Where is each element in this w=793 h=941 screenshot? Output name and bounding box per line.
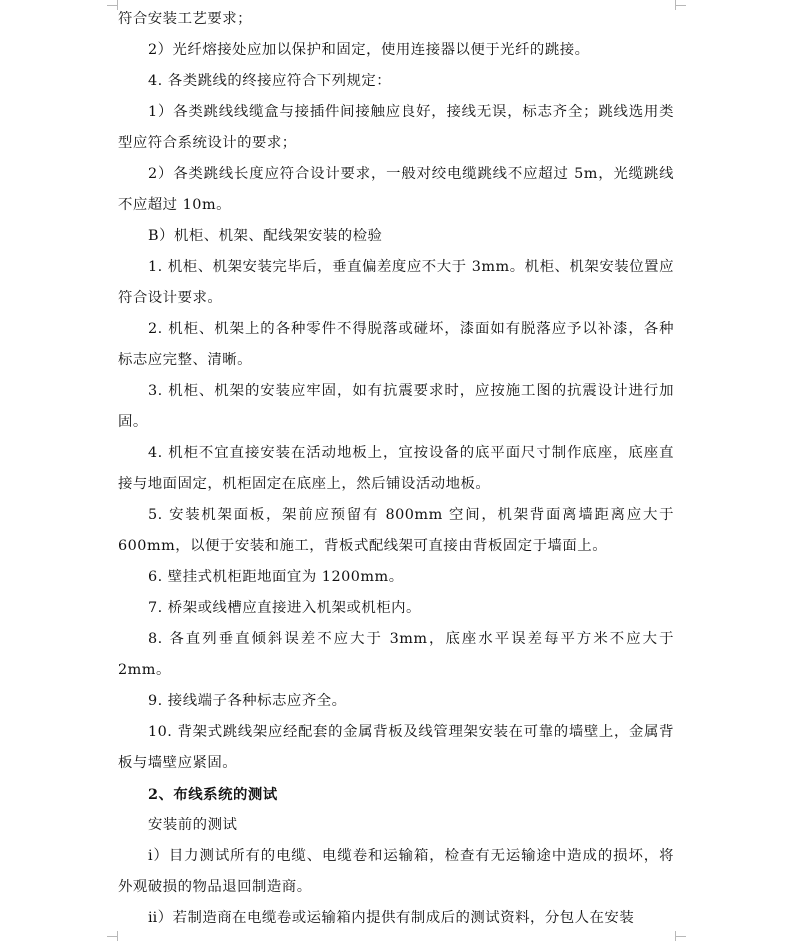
paragraph: 2）各类跳线长度应符合设计要求，一般对绞电缆跳线不应超过 5m，光缆跳线不应超过 10m。 <box>118 166 674 213</box>
paragraph: 2. 机柜、机架上的各种零件不得脱落或碰坏，漆面如有脱落应予以补漆，各种标志应完整、清晰。 <box>118 321 674 368</box>
section-subheading: 安装前的测试 <box>148 817 238 833</box>
paragraph: 符合安装工艺要求； <box>118 11 253 27</box>
paragraph: 5. 安装机架面板，架前应预留有 800mm 空间，机架背面离墙距离应大于600mm，以便于安装和施工，背板式配线架可直接由背板固定于墙面上。 <box>118 507 674 554</box>
paragraph: ⅰ）目力测试所有的电缆、电缆卷和运输箱，检查有无运输途中造成的损坏，将外观破损的物品退回制造商。 <box>118 848 674 895</box>
paragraph: 1）各类跳线线缆盒与接插件间接触应良好，接线无误，标志齐全；跳线选用类型应符合系统设计的要求； <box>118 104 674 151</box>
paragraph: 3. 机柜、机架的安装应牢固，如有抗震要求时，应按施工图的抗震设计进行加固。 <box>118 383 674 430</box>
crop-mark-bottom-right-h <box>676 936 686 937</box>
crop-mark-top-right-h <box>676 5 686 6</box>
paragraph: 7. 桥架或线槽应直接进入机架或机柜内。 <box>148 600 421 616</box>
crop-mark-top-left-h <box>107 5 117 6</box>
paragraph: 8. 各直列垂直倾斜误差不应大于 3mm，底座水平误差每平方米不应大于2mm。 <box>118 631 674 678</box>
paragraph: 2）光纤熔接处应加以保护和固定，使用连接器以便于光纤的跳接。 <box>148 42 590 58</box>
paragraph: 6. 壁挂式机柜距地面宜为 1200mm。 <box>148 569 404 585</box>
paragraph: 9. 接线端子各种标志应齐全。 <box>148 693 347 709</box>
paragraph: ⅱ）若制造商在电缆卷或运输箱内提供有制成后的测试资料，分包人在安装 <box>148 910 635 926</box>
paragraph: 1. 机柜、机架安装完毕后，垂直偏差度应不大于 3mm。机柜、机架安装位置应符合设计要求。 <box>118 259 674 306</box>
paragraph: 10. 背架式跳线架应经配套的金属背板及线管理架安装在可靠的墙壁上，金属背板与墙壁应紧固。 <box>118 724 674 771</box>
document-body <box>118 4 674 934</box>
paragraph: 4. 各类跳线的终接应符合下列规定： <box>148 73 392 89</box>
crop-mark-bottom-left-h <box>107 936 117 937</box>
section-subheading: B）机柜、机架、配线架安装的检验 <box>148 228 383 244</box>
paragraph: 4. 机柜不宜直接安装在活动地板上，宜按设备的底平面尺寸制作底座，底座直接与地面固定，机柜固定在底座上，然后铺设活动地板。 <box>118 445 674 492</box>
section-heading: 2、布线系统的测试 <box>148 786 278 803</box>
